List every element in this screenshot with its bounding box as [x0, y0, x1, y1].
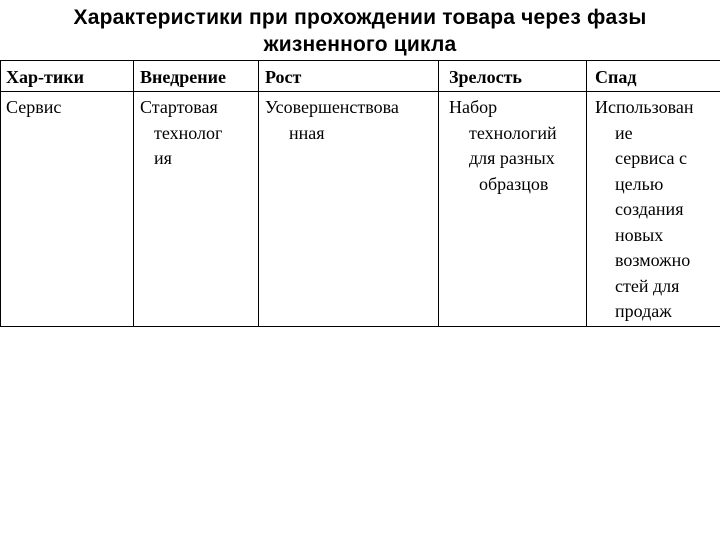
header-cell-maturity: Зрелость — [439, 61, 587, 92]
cell-growth: Усовершенствова нная — [259, 92, 439, 327]
header-cell-growth: Рост — [259, 61, 439, 92]
table-header-row — [1, 61, 720, 92]
header-cell-characteristics: Хар-тики — [1, 61, 134, 92]
lifecycle-table — [0, 60, 720, 327]
cell-introduction: Стартовая технолог ия — [134, 92, 259, 327]
cell-maturity: Набор технологий для разных образцов — [439, 92, 587, 327]
table-row-service — [1, 92, 720, 327]
slide-title-line-2: жизненного цикла — [263, 33, 457, 56]
row-label-service: Сервис — [1, 92, 134, 327]
header-cell-decline: Спад — [587, 61, 720, 92]
header-cell-introduction: Внедрение — [134, 61, 259, 92]
cell-decline: Использован ие сервиса с целью создания новых возможно стей для продаж — [587, 92, 720, 327]
slide-title — [0, 4, 720, 58]
slide-title-line-1: Характеристики при прохождении товара через фазы — [73, 6, 647, 29]
